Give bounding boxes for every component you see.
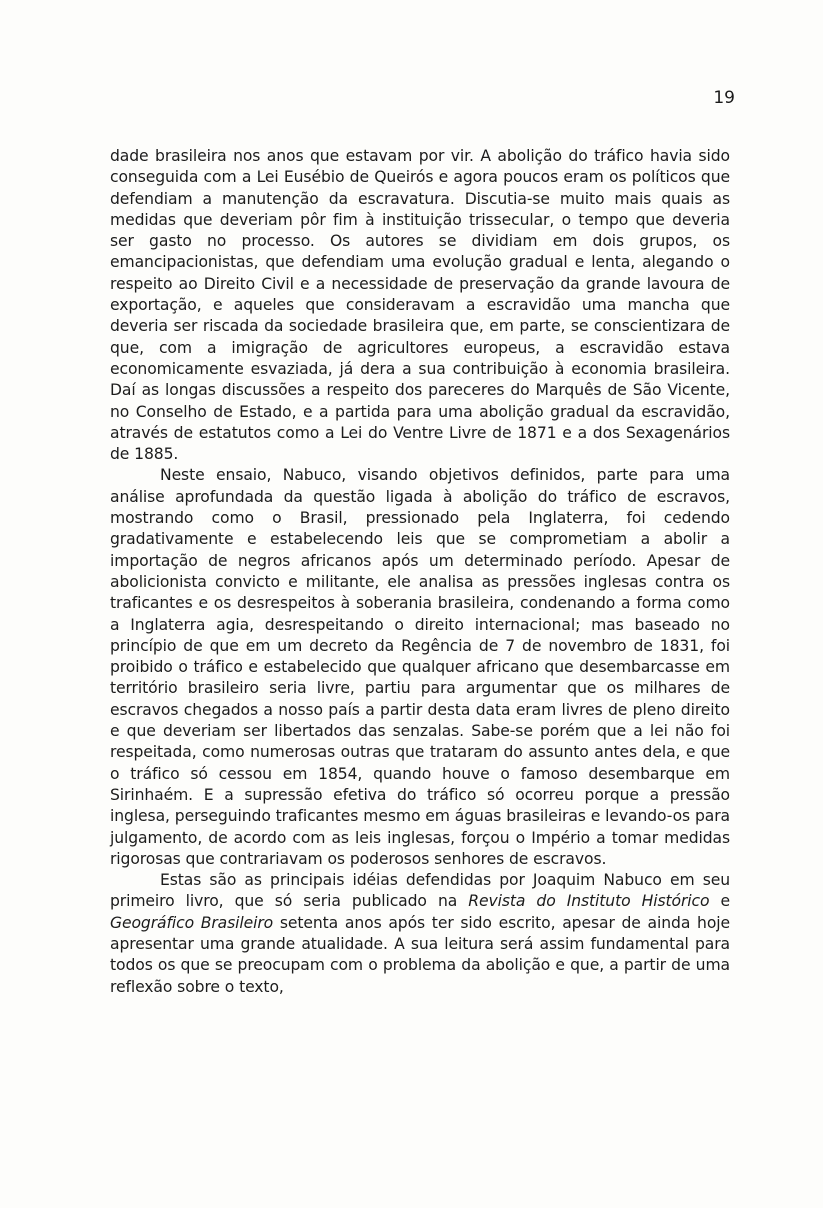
paragraph-1-text: dade brasileira nos anos que estavam por vir. A abolição do tráfico havia sido conseguida com a Lei Eusébio de Queirós e agora poucos eram os políticos que defendiam a manutenção da escravatura. Discutia-se muito mais quais as medidas que deveriam pôr fim à instituição trissecular, o tempo que deveria ser gasto no processo. Os autores se dividiam em dois grupos, os emancipacionistas, que defendiam uma evolução gradual e lenta, alegando o respeito ao Direito Civil e a necessidade de preservação da grande lavoura de exportação, e aqueles que consideravam a escravidão uma mancha que deveria ser riscada da sociedade brasileira que, em parte, se conscientizara de que, com a imigração de agricultores europeus, a escravidão estava economicamente esvaziada, já dera a sua contribuição à economia brasileira. Daí as longas discussões a respeito dos pareceres do Marquês de São Vicente, no Conselho de Estado, e a partida para uma abolição gradual da escravidão, através de estatutos como a Lei do Ventre Livre de 1871 e a dos Sexagenários de 1885.	[110, 147, 730, 464]
journal-title-italic-b: Geográfico Brasileiro	[110, 913, 274, 932]
page-number: 19	[713, 88, 735, 108]
paragraph-2	[110, 465, 730, 870]
paragraph-3-text-a: Estas são as principais idéias defendidas por Joaquim Nabuco em seu primeiro livro, que só seria publicado na	[110, 871, 730, 911]
paragraph-3-text-b: e	[709, 892, 730, 911]
body-text	[110, 146, 730, 998]
paragraph-1	[110, 146, 730, 465]
paragraph-3	[110, 870, 730, 998]
journal-title-italic-a: Revista do Instituto Histórico	[468, 892, 710, 911]
paragraph-3-text-c: setenta anos após ter sido escrito, apesar de ainda hoje apresentar uma grande atualidade. A sua leitura será assim fundamental para todos os que se preocupam com o problema da abolição e que, a partir de uma reflexão sobre o texto,	[110, 913, 730, 996]
paragraph-2-text: Neste ensaio, Nabuco, visando objetivos definidos, parte para uma análise aprofundada da questão ligada à abolição do tráfico de escravos, mostrando como o Brasil, pressionado pela Inglaterra, foi cedendo gradativamente e estabelecendo leis que se comprometiam a abolir a importação de negros africanos após um determinado período. Apesar de abolicionista convicto e militante, ele analisa as pressões inglesas contra os traficantes e os desrespeitos à soberania brasileira, condenando a forma como a Inglaterra agia, desrespeitando o direito internacional; mas baseado no princípio de que em um decreto da Regência de 7 de novembro de 1831, foi proibido o tráfico e estabelecido que qualquer africano que desembarcasse em território brasileiro seria livre, partiu para argumentar que os milhares de escravos chegados a nosso país a partir desta data eram livres de pleno direito e que deveriam ser libertados das senzalas. Sabe-se porém que a lei não foi respeitada, como numerosas outras que trataram do assunto antes dela, e que o tráfico só cessou em 1854, quando houve o famoso desembarque em Sirinhaém. E a supressão efetiva do tráfico só ocorreu porque a pressão inglesa, perseguindo traficantes mesmo em águas brasileiras e levando-os para julgamento, de acordo com as leis inglesas, forçou o Império a tomar medidas rigorosas que contrariavam os poderosos senhores de escravos.	[110, 466, 730, 868]
